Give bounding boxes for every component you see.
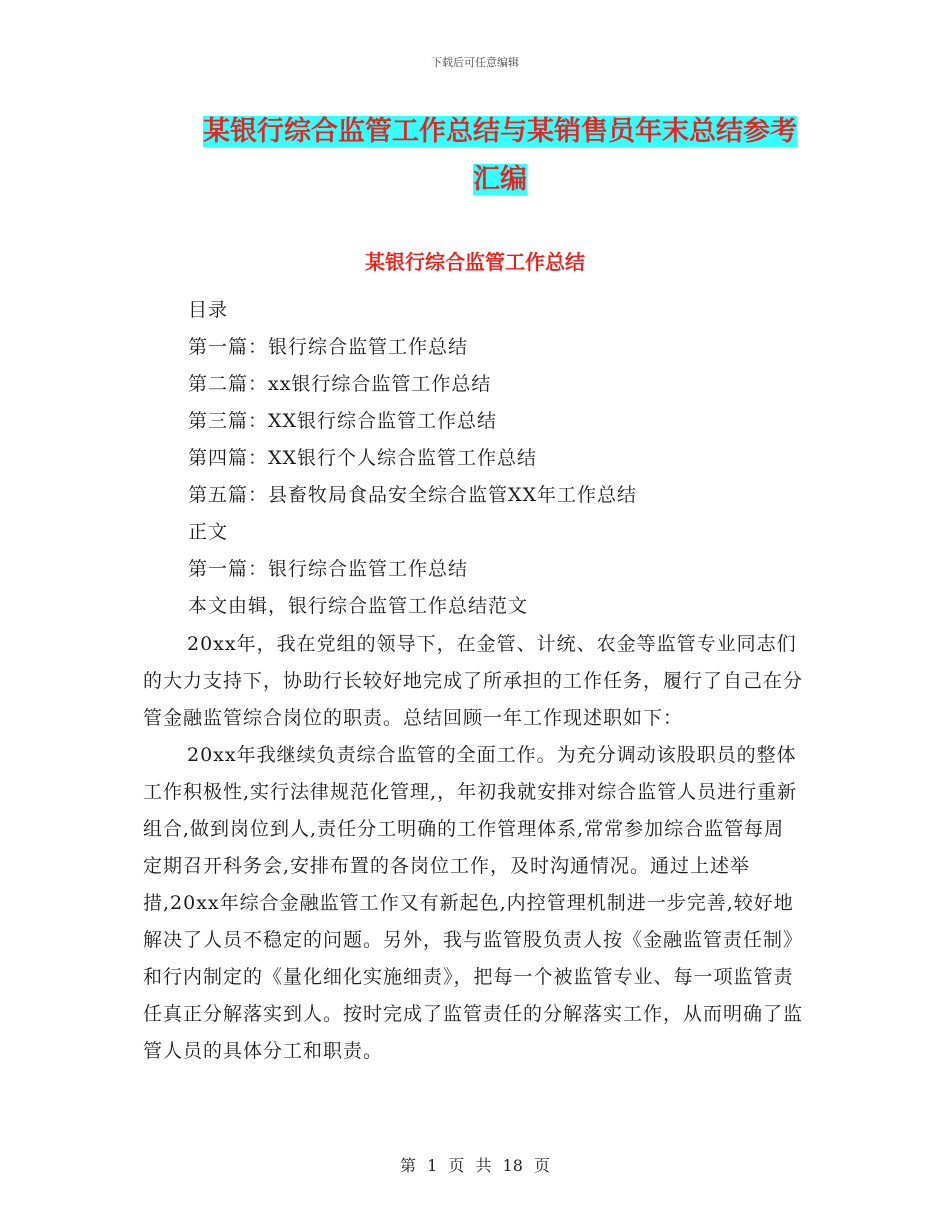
- toc-item: 第五篇：县畜牧局食品安全综合监管XX年工作总结: [188, 484, 638, 506]
- toc-item: 第四篇：XX银行个人综合监管工作总结: [188, 447, 538, 469]
- source-line: 本文由辑，银行综合监管工作总结范文: [188, 595, 529, 617]
- header-note: 下载后可任意编辑: [431, 56, 519, 69]
- table-of-contents: [188, 292, 637, 625]
- body-heading: 正文: [188, 521, 229, 543]
- toc-heading: 目录: [188, 299, 229, 321]
- section-title: 某银行综合监管工作总结: [365, 250, 585, 274]
- main-title-text: 某银行综合监管工作总结与某销售员年末总结参考汇编: [203, 116, 797, 195]
- toc-item: 第三篇：XX银行综合监管工作总结: [188, 410, 498, 432]
- body-text: [143, 626, 803, 1070]
- first-section-heading: 第一篇：银行综合监管工作总结: [188, 558, 469, 580]
- main-title: [190, 108, 810, 204]
- toc-item: 第二篇：xx银行综合监管工作总结: [188, 373, 492, 395]
- toc-item: 第一篇：银行综合监管工作总结: [188, 336, 469, 358]
- paragraph: 20xx年，我在党组的领导下，在金管、计统、农金等监管专业同志们的大力支持下，协助行长较好地完成了所承担的工作任务，履行了自己在分管金融监管综合岗位的职责。总结回顾一年工作现述职如下：: [143, 633, 804, 729]
- paragraph: 20xx年我继续负责综合监管的全面工作。为充分调动该股职员的整体工作积极性,实行法律规范化管理,，年初我就安排对综合监管人员进行重新组合,做到岗位到人,责任分工明确的工作管理体系,常常参加综合监管每周定期召开科务会,安排布置的各岗位工作，及时沟通情况。通过上述举措,20xx年综合金融监管工作又有新起色,内控管理机制进一步完善,较好地解决了人员不稳定的问题。另外，我与监管股负责人按《金融监管责任制》和行内制定的《量化细化实施细责》，把每一个被监管专业、每一项监管责任真正分解落实到人。按时完成了监管责任的分解落实工作，从而明确了监管人员的具体分工和职责。: [143, 744, 804, 1062]
- page-footer: 第 1 页 共 18 页: [400, 1156, 550, 1175]
